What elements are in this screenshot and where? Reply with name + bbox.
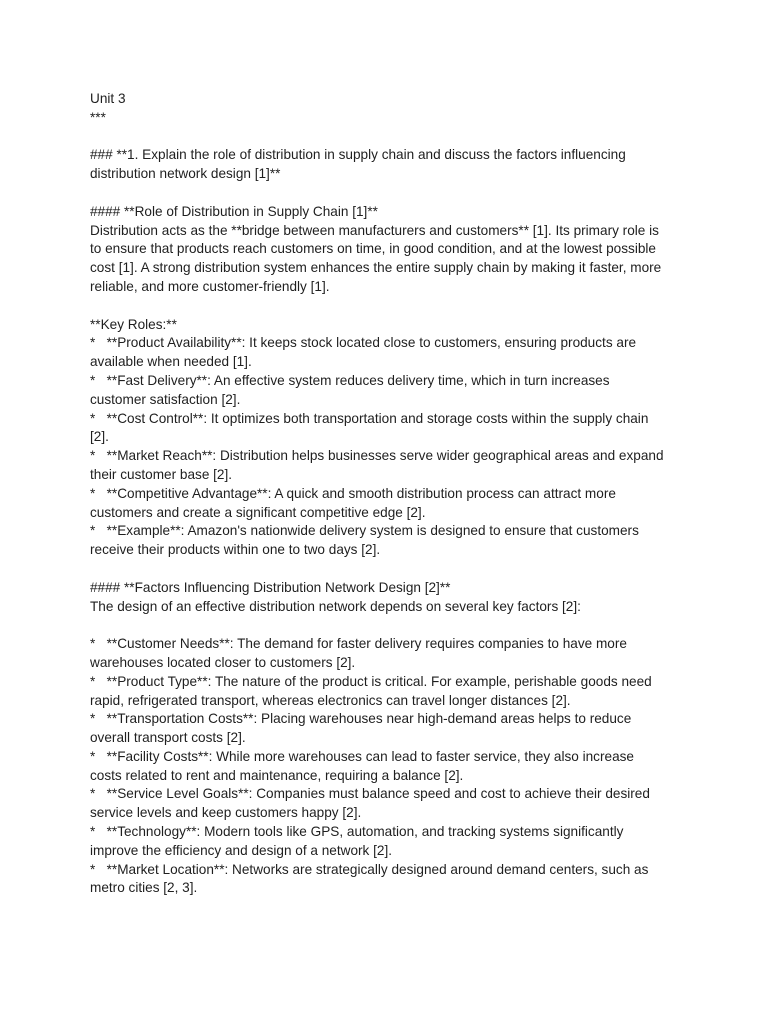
list-item-line: * **Example**: Amazon's nationwide delivery system is designed to ensure that customers: [90, 523, 639, 539]
list-item: [90, 673, 690, 711]
question-title-line-2: distribution network design [1]**: [90, 166, 281, 182]
role-paragraph-line: to ensure that products reach customers on time, in good condition, and at the lowest possible: [90, 241, 656, 257]
list-item-line: their customer base [2].: [90, 466, 233, 482]
question-title-line-1: ### **1. Explain the role of distribution in supply chain and discuss the factors influencing: [90, 147, 626, 163]
list-item-line: receive their products within one to two days [2].: [90, 542, 381, 558]
spacer: [90, 128, 690, 147]
factors-section-heading: #### **Factors Influencing Distribution Network Design [2]**: [90, 579, 451, 595]
list-item-line: metro cities [2, 3].: [90, 880, 198, 896]
list-item: [90, 447, 690, 485]
list-item-line: available when needed [1].: [90, 354, 252, 370]
list-item-line: * **Market Location**: Networks are strategically designed around demand centers, such as: [90, 861, 649, 877]
list-item: [90, 410, 690, 448]
list-item-line: customer satisfaction [2].: [90, 391, 241, 407]
spacer: [90, 616, 690, 635]
list-item-line: improve the efficiency and design of a network [2].: [90, 842, 393, 858]
list-item: [90, 334, 690, 372]
list-item-line: * **Facility Costs**: While more warehouses can lead to faster service, they also increase: [90, 748, 634, 764]
list-item: [90, 823, 690, 861]
list-item: [90, 748, 690, 786]
list-item-line: * **Service Level Goals**: Companies must balance speed and cost to achieve their desired: [90, 786, 650, 802]
key-roles-heading: **Key Roles:**: [90, 316, 177, 332]
list-item-line: * **Product Type**: The nature of the product is critical. For example, perishable goods need: [90, 673, 652, 689]
list-item: [90, 710, 690, 748]
role-paragraph-line: cost [1]. A strong distribution system enhances the entire supply chain by making it faster, more: [90, 260, 662, 276]
spacer: [90, 297, 690, 316]
spacer: [90, 184, 690, 203]
document-page: [90, 90, 690, 898]
role-section-heading: #### **Role of Distribution in Supply Chain [1]**: [90, 203, 378, 219]
list-item: [90, 485, 690, 523]
key-roles-list: [90, 334, 690, 560]
list-item: [90, 522, 690, 560]
factors-list: [90, 635, 690, 898]
list-item-line: * **Transportation Costs**: Placing warehouses near high-demand areas helps to reduce: [90, 711, 632, 727]
list-item: [90, 635, 690, 673]
list-item-line: * **Product Availability**: It keeps stock located close to customers, ensuring products are: [90, 335, 637, 351]
list-item-line: * **Customer Needs**: The demand for faster delivery requires companies to have more: [90, 636, 627, 652]
list-item-line: costs related to rent and maintenance, requiring a balance [2].: [90, 767, 464, 783]
unit-heading: Unit 3: [90, 91, 126, 106]
horizontal-rule-marker: ***: [90, 109, 106, 125]
list-item-line: * **Fast Delivery**: An effective system reduces delivery time, which in turn increases: [90, 372, 610, 388]
factors-intro: The design of an effective distribution network depends on several key factors [2]:: [90, 598, 581, 614]
list-item-line: customers and create a significant competitive edge [2].: [90, 504, 426, 520]
list-item: [90, 861, 690, 899]
role-paragraph-line: reliable, and more customer-friendly [1].: [90, 278, 330, 294]
list-item-line: [2].: [90, 429, 109, 445]
list-item: [90, 785, 690, 823]
list-item-line: rapid, refrigerated transport, whereas electronics can travel longer distances [2].: [90, 692, 571, 708]
list-item-line: warehouses located closer to customers [2].: [90, 654, 356, 670]
list-item-line: overall transport costs [2].: [90, 730, 246, 746]
spacer: [90, 560, 690, 579]
list-item-line: * **Competitive Advantage**: A quick and smooth distribution process can attract more: [90, 485, 616, 501]
list-item: [90, 372, 690, 410]
list-item-line: service levels and keep customers happy [2].: [90, 805, 362, 821]
list-item-line: * **Cost Control**: It optimizes both transportation and storage costs within the supply chain: [90, 410, 649, 426]
list-item-line: * **Technology**: Modern tools like GPS, automation, and tracking systems significantly: [90, 824, 624, 840]
role-paragraph-line: Distribution acts as the **bridge between manufacturers and customers** [1]. Its primary role is: [90, 222, 659, 238]
list-item-line: * **Market Reach**: Distribution helps businesses serve wider geographical areas and expand: [90, 448, 664, 464]
